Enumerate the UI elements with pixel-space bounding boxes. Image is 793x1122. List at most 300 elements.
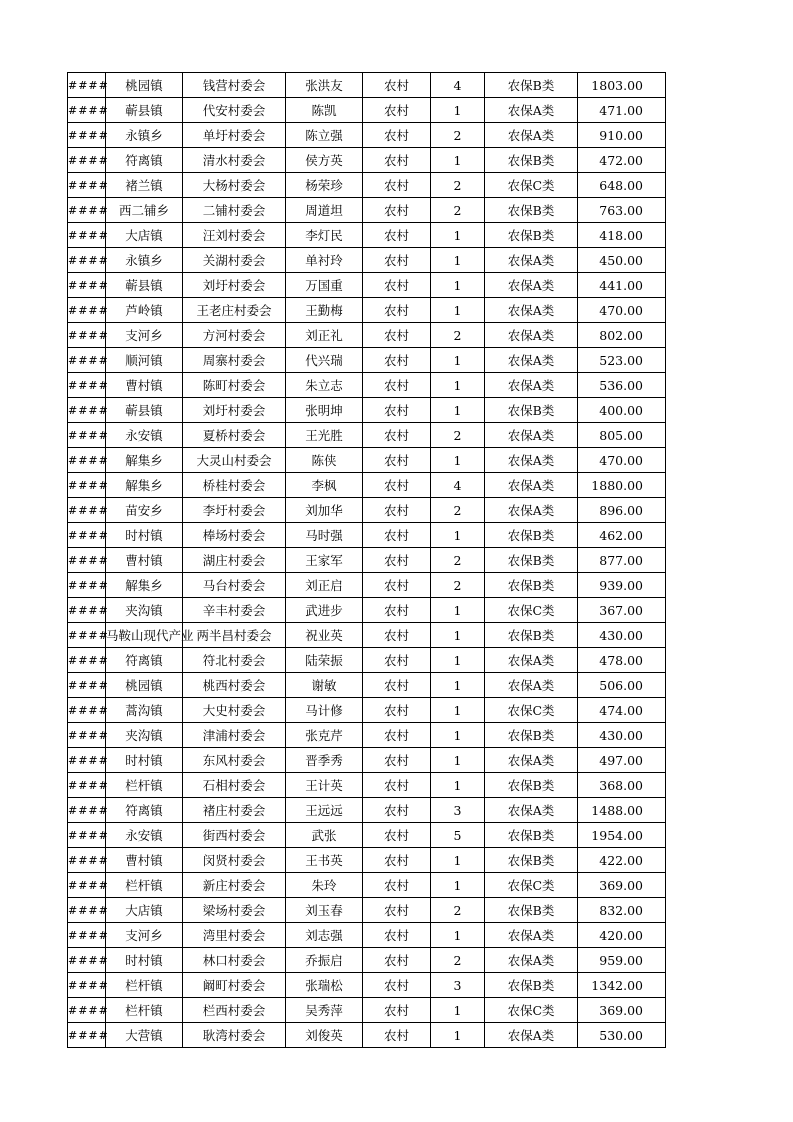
town-cell[interactable]: 永镇乡	[106, 248, 183, 273]
amount-cell[interactable]: 648.00	[578, 173, 666, 198]
name-cell[interactable]: 陈侠	[286, 448, 363, 473]
insurance-class-cell[interactable]: 农保A类	[485, 423, 578, 448]
village-cell[interactable]: 东风村委会	[183, 748, 286, 773]
name-cell[interactable]: 周道坦	[286, 198, 363, 223]
amount-cell[interactable]: 478.00	[578, 648, 666, 673]
name-cell[interactable]: 谢敏	[286, 673, 363, 698]
village-cell[interactable]: 辛丰村委会	[183, 598, 286, 623]
count-cell[interactable]: 1	[431, 523, 485, 548]
amount-cell[interactable]: 536.00	[578, 373, 666, 398]
area-type-cell[interactable]: 农村	[363, 598, 431, 623]
name-cell[interactable]: 张克芹	[286, 723, 363, 748]
town-cell[interactable]: 蕲县镇	[106, 273, 183, 298]
area-type-cell[interactable]: 农村	[363, 973, 431, 998]
name-cell[interactable]: 陈凯	[286, 98, 363, 123]
village-cell[interactable]: 石相村委会	[183, 773, 286, 798]
count-cell[interactable]: 1	[431, 373, 485, 398]
name-cell[interactable]: 陈立强	[286, 123, 363, 148]
amount-cell[interactable]: 802.00	[578, 323, 666, 348]
area-type-cell[interactable]: 农村	[363, 98, 431, 123]
insurance-class-cell[interactable]: 农保A类	[485, 323, 578, 348]
count-cell[interactable]: 1	[431, 298, 485, 323]
count-cell[interactable]: 2	[431, 898, 485, 923]
area-type-cell[interactable]: 农村	[363, 73, 431, 98]
insurance-class-cell[interactable]: 农保B类	[485, 198, 578, 223]
count-cell[interactable]: 1	[431, 448, 485, 473]
area-type-cell[interactable]: 农村	[363, 423, 431, 448]
amount-cell[interactable]: 523.00	[578, 348, 666, 373]
town-cell[interactable]: 解集乡	[106, 573, 183, 598]
amount-cell[interactable]: 418.00	[578, 223, 666, 248]
row-id-cell[interactable]: ####	[68, 673, 106, 698]
area-type-cell[interactable]: 农村	[363, 823, 431, 848]
insurance-class-cell[interactable]: 农保B类	[485, 523, 578, 548]
village-cell[interactable]: 津浦村委会	[183, 723, 286, 748]
name-cell[interactable]: 朱立志	[286, 373, 363, 398]
area-type-cell[interactable]: 农村	[363, 723, 431, 748]
count-cell[interactable]: 1	[431, 848, 485, 873]
row-id-cell[interactable]: ####	[68, 1023, 106, 1048]
area-type-cell[interactable]: 农村	[363, 923, 431, 948]
amount-cell[interactable]: 497.00	[578, 748, 666, 773]
count-cell[interactable]: 4	[431, 73, 485, 98]
area-type-cell[interactable]: 农村	[363, 173, 431, 198]
amount-cell[interactable]: 450.00	[578, 248, 666, 273]
name-cell[interactable]: 陆荣振	[286, 648, 363, 673]
amount-cell[interactable]: 896.00	[578, 498, 666, 523]
village-cell[interactable]: 梁场村委会	[183, 898, 286, 923]
count-cell[interactable]: 2	[431, 423, 485, 448]
name-cell[interactable]: 王远远	[286, 798, 363, 823]
town-cell[interactable]: 曹村镇	[106, 373, 183, 398]
count-cell[interactable]: 1	[431, 223, 485, 248]
insurance-class-cell[interactable]: 农保A类	[485, 98, 578, 123]
insurance-class-cell[interactable]: 农保A类	[485, 348, 578, 373]
row-id-cell[interactable]: ####	[68, 698, 106, 723]
insurance-class-cell[interactable]: 农保A类	[485, 1023, 578, 1048]
amount-cell[interactable]: 422.00	[578, 848, 666, 873]
insurance-class-cell[interactable]: 农保C类	[485, 173, 578, 198]
insurance-class-cell[interactable]: 农保A类	[485, 248, 578, 273]
area-type-cell[interactable]: 农村	[363, 848, 431, 873]
row-id-cell[interactable]: ####	[68, 973, 106, 998]
amount-cell[interactable]: 462.00	[578, 523, 666, 548]
insurance-class-cell[interactable]: 农保C类	[485, 698, 578, 723]
name-cell[interactable]: 王计英	[286, 773, 363, 798]
row-id-cell[interactable]: ####	[68, 148, 106, 173]
amount-cell[interactable]: 910.00	[578, 123, 666, 148]
name-cell[interactable]: 马计修	[286, 698, 363, 723]
insurance-class-cell[interactable]: 农保A类	[485, 748, 578, 773]
insurance-class-cell[interactable]: 农保B类	[485, 848, 578, 873]
town-cell[interactable]: 大营镇	[106, 1023, 183, 1048]
amount-cell[interactable]: 805.00	[578, 423, 666, 448]
row-id-cell[interactable]: ####	[68, 798, 106, 823]
town-cell[interactable]: 桃园镇	[106, 673, 183, 698]
insurance-class-cell[interactable]: 农保A类	[485, 448, 578, 473]
village-cell[interactable]: 大杨村委会	[183, 173, 286, 198]
row-id-cell[interactable]: ####	[68, 248, 106, 273]
town-cell[interactable]: 时村镇	[106, 748, 183, 773]
town-cell[interactable]: 西二铺乡	[106, 198, 183, 223]
amount-cell[interactable]: 420.00	[578, 923, 666, 948]
village-cell[interactable]: 钱营村委会	[183, 73, 286, 98]
insurance-class-cell[interactable]: 农保A类	[485, 123, 578, 148]
insurance-class-cell[interactable]: 农保B类	[485, 973, 578, 998]
amount-cell[interactable]: 471.00	[578, 98, 666, 123]
insurance-class-cell[interactable]: 农保B类	[485, 823, 578, 848]
amount-cell[interactable]: 877.00	[578, 548, 666, 573]
name-cell[interactable]: 李枫	[286, 473, 363, 498]
name-cell[interactable]: 乔振启	[286, 948, 363, 973]
amount-cell[interactable]: 430.00	[578, 723, 666, 748]
area-type-cell[interactable]: 农村	[363, 773, 431, 798]
row-id-cell[interactable]: ####	[68, 773, 106, 798]
area-type-cell[interactable]: 农村	[363, 698, 431, 723]
insurance-class-cell[interactable]: 农保B类	[485, 223, 578, 248]
insurance-class-cell[interactable]: 农保B类	[485, 548, 578, 573]
count-cell[interactable]: 2	[431, 323, 485, 348]
count-cell[interactable]: 1	[431, 1023, 485, 1048]
count-cell[interactable]: 1	[431, 648, 485, 673]
row-id-cell[interactable]: ####	[68, 398, 106, 423]
town-cell[interactable]: 栏杆镇	[106, 873, 183, 898]
insurance-class-cell[interactable]: 农保A类	[485, 948, 578, 973]
insurance-class-cell[interactable]: 农保A类	[485, 298, 578, 323]
area-type-cell[interactable]: 农村	[363, 998, 431, 1023]
insurance-class-cell[interactable]: 农保B类	[485, 623, 578, 648]
area-type-cell[interactable]: 农村	[363, 473, 431, 498]
row-id-cell[interactable]: ####	[68, 598, 106, 623]
name-cell[interactable]: 刘正礼	[286, 323, 363, 348]
count-cell[interactable]: 3	[431, 973, 485, 998]
insurance-class-cell[interactable]: 农保A类	[485, 798, 578, 823]
insurance-class-cell[interactable]: 农保A类	[485, 673, 578, 698]
village-cell[interactable]: 单圩村委会	[183, 123, 286, 148]
area-type-cell[interactable]: 农村	[363, 523, 431, 548]
town-cell[interactable]: 桃园镇	[106, 73, 183, 98]
town-cell[interactable]: 支河乡	[106, 323, 183, 348]
row-id-cell[interactable]: ####	[68, 923, 106, 948]
area-type-cell[interactable]: 农村	[363, 573, 431, 598]
row-id-cell[interactable]: ####	[68, 898, 106, 923]
amount-cell[interactable]: 474.00	[578, 698, 666, 723]
area-type-cell[interactable]: 农村	[363, 623, 431, 648]
town-cell[interactable]: 大店镇	[106, 223, 183, 248]
name-cell[interactable]: 武进步	[286, 598, 363, 623]
village-cell[interactable]: 桥桂村委会	[183, 473, 286, 498]
area-type-cell[interactable]: 农村	[363, 273, 431, 298]
insurance-class-cell[interactable]: 农保B类	[485, 398, 578, 423]
town-cell[interactable]: 蒿沟镇	[106, 698, 183, 723]
name-cell[interactable]: 刘俊英	[286, 1023, 363, 1048]
area-type-cell[interactable]: 农村	[363, 398, 431, 423]
amount-cell[interactable]: 506.00	[578, 673, 666, 698]
amount-cell[interactable]: 441.00	[578, 273, 666, 298]
amount-cell[interactable]: 959.00	[578, 948, 666, 973]
name-cell[interactable]: 晋季秀	[286, 748, 363, 773]
area-type-cell[interactable]: 农村	[363, 673, 431, 698]
town-cell[interactable]: 大店镇	[106, 898, 183, 923]
row-id-cell[interactable]: ####	[68, 548, 106, 573]
amount-cell[interactable]: 1880.00	[578, 473, 666, 498]
town-cell[interactable]: 永安镇	[106, 423, 183, 448]
area-type-cell[interactable]: 农村	[363, 323, 431, 348]
area-type-cell[interactable]: 农村	[363, 548, 431, 573]
count-cell[interactable]: 1	[431, 698, 485, 723]
village-cell[interactable]: 林口村委会	[183, 948, 286, 973]
name-cell[interactable]: 王勤梅	[286, 298, 363, 323]
insurance-class-cell[interactable]: 农保A类	[485, 648, 578, 673]
amount-cell[interactable]: 369.00	[578, 998, 666, 1023]
count-cell[interactable]: 1	[431, 98, 485, 123]
row-id-cell[interactable]: ####	[68, 298, 106, 323]
count-cell[interactable]: 2	[431, 198, 485, 223]
insurance-class-cell[interactable]: 农保B类	[485, 73, 578, 98]
town-cell[interactable]: 符离镇	[106, 648, 183, 673]
count-cell[interactable]: 1	[431, 773, 485, 798]
insurance-class-cell[interactable]: 农保B类	[485, 148, 578, 173]
name-cell[interactable]: 单衬玲	[286, 248, 363, 273]
town-cell[interactable]: 栏杆镇	[106, 973, 183, 998]
town-cell[interactable]: 顺河镇	[106, 348, 183, 373]
name-cell[interactable]: 张洪友	[286, 73, 363, 98]
row-id-cell[interactable]: ####	[68, 523, 106, 548]
row-id-cell[interactable]: ####	[68, 948, 106, 973]
row-id-cell[interactable]: ####	[68, 473, 106, 498]
village-cell[interactable]: 清水村委会	[183, 148, 286, 173]
name-cell[interactable]: 刘加华	[286, 498, 363, 523]
insurance-class-cell[interactable]: 农保A类	[485, 473, 578, 498]
town-cell[interactable]: 马鞍山现代产业	[106, 623, 183, 648]
row-id-cell[interactable]: ####	[68, 73, 106, 98]
area-type-cell[interactable]: 农村	[363, 148, 431, 173]
row-id-cell[interactable]: ####	[68, 98, 106, 123]
insurance-class-cell[interactable]: 农保A类	[485, 373, 578, 398]
village-cell[interactable]: 新庄村委会	[183, 873, 286, 898]
amount-cell[interactable]: 367.00	[578, 598, 666, 623]
insurance-class-cell[interactable]: 农保C类	[485, 873, 578, 898]
row-id-cell[interactable]: ####	[68, 648, 106, 673]
count-cell[interactable]: 1	[431, 723, 485, 748]
row-id-cell[interactable]: ####	[68, 498, 106, 523]
town-cell[interactable]: 夹沟镇	[106, 598, 183, 623]
town-cell[interactable]: 支河乡	[106, 923, 183, 948]
town-cell[interactable]: 夹沟镇	[106, 723, 183, 748]
village-cell[interactable]: 刘圩村委会	[183, 273, 286, 298]
town-cell[interactable]: 符离镇	[106, 148, 183, 173]
village-cell[interactable]: 夏桥村委会	[183, 423, 286, 448]
count-cell[interactable]: 1	[431, 923, 485, 948]
count-cell[interactable]: 5	[431, 823, 485, 848]
count-cell[interactable]: 1	[431, 748, 485, 773]
name-cell[interactable]: 代兴瑞	[286, 348, 363, 373]
name-cell[interactable]: 李灯民	[286, 223, 363, 248]
town-cell[interactable]: 永安镇	[106, 823, 183, 848]
village-cell[interactable]: 符北村委会	[183, 648, 286, 673]
name-cell[interactable]: 祝业英	[286, 623, 363, 648]
count-cell[interactable]: 3	[431, 798, 485, 823]
village-cell[interactable]: 方河村委会	[183, 323, 286, 348]
insurance-class-cell[interactable]: 农保C类	[485, 998, 578, 1023]
name-cell[interactable]: 马时强	[286, 523, 363, 548]
name-cell[interactable]: 刘玉春	[286, 898, 363, 923]
village-cell[interactable]: 耿湾村委会	[183, 1023, 286, 1048]
row-id-cell[interactable]: ####	[68, 273, 106, 298]
name-cell[interactable]: 张明坤	[286, 398, 363, 423]
amount-cell[interactable]: 470.00	[578, 448, 666, 473]
town-cell[interactable]: 符离镇	[106, 798, 183, 823]
amount-cell[interactable]: 832.00	[578, 898, 666, 923]
name-cell[interactable]: 杨荣珍	[286, 173, 363, 198]
town-cell[interactable]: 栏杆镇	[106, 773, 183, 798]
row-id-cell[interactable]: ####	[68, 623, 106, 648]
town-cell[interactable]: 栏杆镇	[106, 998, 183, 1023]
amount-cell[interactable]: 400.00	[578, 398, 666, 423]
village-cell[interactable]: 刘圩村委会	[183, 398, 286, 423]
row-id-cell[interactable]: ####	[68, 573, 106, 598]
insurance-class-cell[interactable]: 农保A类	[485, 498, 578, 523]
village-cell[interactable]: 棒场村委会	[183, 523, 286, 548]
village-cell[interactable]: 阚町村委会	[183, 973, 286, 998]
count-cell[interactable]: 1	[431, 398, 485, 423]
village-cell[interactable]: 周寨村委会	[183, 348, 286, 373]
count-cell[interactable]: 2	[431, 123, 485, 148]
village-cell[interactable]: 闵贤村委会	[183, 848, 286, 873]
village-cell[interactable]: 关湖村委会	[183, 248, 286, 273]
amount-cell[interactable]: 1803.00	[578, 73, 666, 98]
town-cell[interactable]: 蕲县镇	[106, 398, 183, 423]
insurance-class-cell[interactable]: 农保A类	[485, 923, 578, 948]
amount-cell[interactable]: 939.00	[578, 573, 666, 598]
row-id-cell[interactable]: ####	[68, 373, 106, 398]
name-cell[interactable]: 侯方英	[286, 148, 363, 173]
row-id-cell[interactable]: ####	[68, 748, 106, 773]
area-type-cell[interactable]: 农村	[363, 898, 431, 923]
area-type-cell[interactable]: 农村	[363, 748, 431, 773]
count-cell[interactable]: 1	[431, 348, 485, 373]
count-cell[interactable]: 1	[431, 248, 485, 273]
village-cell[interactable]: 代安村委会	[183, 98, 286, 123]
count-cell[interactable]: 1	[431, 873, 485, 898]
town-cell[interactable]: 永镇乡	[106, 123, 183, 148]
area-type-cell[interactable]: 农村	[363, 248, 431, 273]
row-id-cell[interactable]: ####	[68, 823, 106, 848]
name-cell[interactable]: 吴秀萍	[286, 998, 363, 1023]
area-type-cell[interactable]: 农村	[363, 348, 431, 373]
amount-cell[interactable]: 763.00	[578, 198, 666, 223]
town-cell[interactable]: 褚兰镇	[106, 173, 183, 198]
area-type-cell[interactable]: 农村	[363, 648, 431, 673]
village-cell[interactable]: 栏西村委会	[183, 998, 286, 1023]
name-cell[interactable]: 万国重	[286, 273, 363, 298]
village-cell[interactable]: 汪刘村委会	[183, 223, 286, 248]
insurance-class-cell[interactable]: 农保B类	[485, 898, 578, 923]
amount-cell[interactable]: 368.00	[578, 773, 666, 798]
name-cell[interactable]: 王家军	[286, 548, 363, 573]
village-cell[interactable]: 陈町村委会	[183, 373, 286, 398]
name-cell[interactable]: 张瑞松	[286, 973, 363, 998]
area-type-cell[interactable]: 农村	[363, 198, 431, 223]
row-id-cell[interactable]: ####	[68, 123, 106, 148]
count-cell[interactable]: 2	[431, 548, 485, 573]
area-type-cell[interactable]: 农村	[363, 298, 431, 323]
amount-cell[interactable]: 470.00	[578, 298, 666, 323]
row-id-cell[interactable]: ####	[68, 223, 106, 248]
area-type-cell[interactable]: 农村	[363, 223, 431, 248]
town-cell[interactable]: 时村镇	[106, 948, 183, 973]
village-cell[interactable]: 褚庄村委会	[183, 798, 286, 823]
row-id-cell[interactable]: ####	[68, 848, 106, 873]
row-id-cell[interactable]: ####	[68, 873, 106, 898]
row-id-cell[interactable]: ####	[68, 348, 106, 373]
area-type-cell[interactable]: 农村	[363, 123, 431, 148]
village-cell[interactable]: 二铺村委会	[183, 198, 286, 223]
area-type-cell[interactable]: 农村	[363, 373, 431, 398]
name-cell[interactable]: 刘志强	[286, 923, 363, 948]
count-cell[interactable]: 1	[431, 623, 485, 648]
amount-cell[interactable]: 1342.00	[578, 973, 666, 998]
amount-cell[interactable]: 430.00	[578, 623, 666, 648]
town-cell[interactable]: 曹村镇	[106, 848, 183, 873]
village-cell[interactable]: 街西村委会	[183, 823, 286, 848]
town-cell[interactable]: 芦岭镇	[106, 298, 183, 323]
amount-cell[interactable]: 1488.00	[578, 798, 666, 823]
name-cell[interactable]: 武张	[286, 823, 363, 848]
insurance-class-cell[interactable]: 农保B类	[485, 773, 578, 798]
name-cell[interactable]: 王光胜	[286, 423, 363, 448]
village-cell[interactable]: 大灵山村委会	[183, 448, 286, 473]
insurance-class-cell[interactable]: 农保B类	[485, 723, 578, 748]
name-cell[interactable]: 朱玲	[286, 873, 363, 898]
village-cell[interactable]: 李圩村委会	[183, 498, 286, 523]
row-id-cell[interactable]: ####	[68, 448, 106, 473]
town-cell[interactable]: 时村镇	[106, 523, 183, 548]
village-cell[interactable]: 湾里村委会	[183, 923, 286, 948]
name-cell[interactable]: 刘正启	[286, 573, 363, 598]
village-cell[interactable]: 桃西村委会	[183, 673, 286, 698]
count-cell[interactable]: 1	[431, 273, 485, 298]
town-cell[interactable]: 苗安乡	[106, 498, 183, 523]
row-id-cell[interactable]: ####	[68, 198, 106, 223]
count-cell[interactable]: 2	[431, 173, 485, 198]
count-cell[interactable]: 1	[431, 598, 485, 623]
insurance-class-cell[interactable]: 农保A类	[485, 273, 578, 298]
village-cell[interactable]: 湖庄村委会	[183, 548, 286, 573]
count-cell[interactable]: 4	[431, 473, 485, 498]
area-type-cell[interactable]: 农村	[363, 798, 431, 823]
row-id-cell[interactable]: ####	[68, 423, 106, 448]
area-type-cell[interactable]: 农村	[363, 948, 431, 973]
area-type-cell[interactable]: 农村	[363, 448, 431, 473]
insurance-class-cell[interactable]: 农保B类	[485, 573, 578, 598]
town-cell[interactable]: 解集乡	[106, 473, 183, 498]
area-type-cell[interactable]: 农村	[363, 873, 431, 898]
village-cell[interactable]: 两半昌村委会	[183, 623, 286, 648]
village-cell[interactable]: 王老庄村委会	[183, 298, 286, 323]
village-cell[interactable]: 大史村委会	[183, 698, 286, 723]
town-cell[interactable]: 曹村镇	[106, 548, 183, 573]
area-type-cell[interactable]: 农村	[363, 498, 431, 523]
count-cell[interactable]: 1	[431, 148, 485, 173]
town-cell[interactable]: 解集乡	[106, 448, 183, 473]
amount-cell[interactable]: 1954.00	[578, 823, 666, 848]
count-cell[interactable]: 2	[431, 948, 485, 973]
amount-cell[interactable]: 369.00	[578, 873, 666, 898]
row-id-cell[interactable]: ####	[68, 323, 106, 348]
amount-cell[interactable]: 530.00	[578, 1023, 666, 1048]
area-type-cell[interactable]: 农村	[363, 1023, 431, 1048]
